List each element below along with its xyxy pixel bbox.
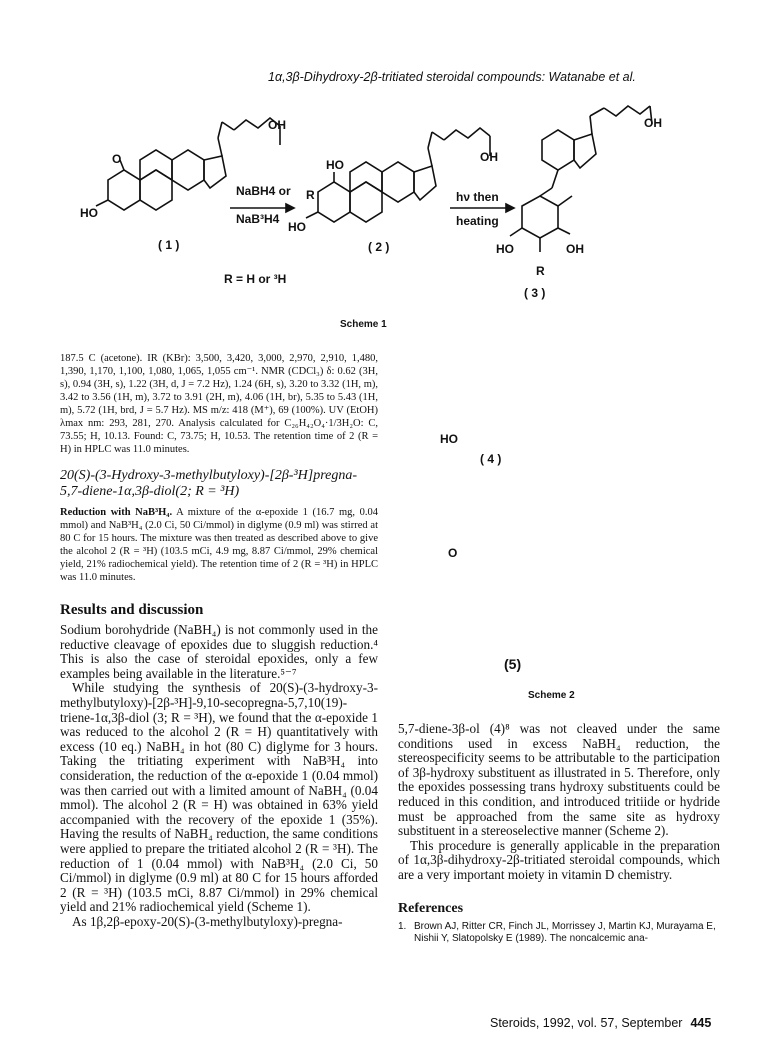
reduction-body: A mixture of the α-epoxide 1 (16.7 mg, 0.04 mmol) and NaB³H₄ (2.0 Ci, 50 Ci/mmol) in diglyme (0.9 ml) was stirred at 80 C for 15 hours. The mixture was then treated as described above to give the alcohol 2 (R = ³H) (103.5 mCi, 4.9 mg, 8.87 Ci/mmol, 29% chemical yield, 21% radiochemical yield). The retention time of 2 (R = ³H) in HPLC was 11.0 minutes. <box>60 507 378 583</box>
reference-number: 1. <box>398 920 407 932</box>
atom-label-oh-1: OH <box>268 118 286 132</box>
journal-citation: Steroids, 1992, vol. 57, September <box>490 1016 683 1030</box>
compound-4-label: ( 4 ) <box>480 452 502 466</box>
references-heading: References <box>398 900 464 916</box>
page-number: 445 <box>690 1016 712 1030</box>
results-paragraph-1: Sodium borohydride (NaBH₄) is not commonly used in the reductive cleavage of epoxides due to sluggish reduction.⁴ This is also the case of steroidal epoxides, only a few examples being available in the literature.⁵⁻⁷ <box>60 622 378 681</box>
atom-label-oh-3a: OH <box>644 116 662 130</box>
reagent-2-top: hν then <box>456 190 499 204</box>
results-paragraph-2: While studying the synthesis of 20(S)-(3-hydroxy-3-methylbutyloxy)-[2β-³H]-9,10-secopregna-5,7,10(19)-triene-1α,3β-diol (3; R = ³H), we found that the α-epoxide 1 was reduced to the alcohol 2 (R = H) quantitatively with excess (10 eq.) NaBH₄ in hot (80 C) diglyme for 3 hours. Taking the tritiating experiment with NaB³H₄ into consideration, the reduction of the α-epoxide 1 (0.04 mmol) was then carried out with a limited amount of NaBH₄ (0.04 mmol). The alcohol 2 (R = H) was obtained in 63% yield accompanied with the recovery of the epoxide 1 (35%). Having the results of NaBH₄ reduction, the same conditions were applied to prepare the tritiated alcohol 2 (R = ³H). The reduction of 1 (0.04 mmol) with NaB³H₄ (2.0 Ci, 50 Ci/mmol) in diglyme (0.9 ml) at 80 C for 15 hours afforded 2 (R = ³H) (103.5 mCi, 8.87 Ci/mmol) in 29% chemical yield and 21% radiochemical yield (Scheme 1). <box>60 680 378 915</box>
running-header: 1α,3β-Dihydroxy-2β-tritiated steroidal compounds: Watanabe et al. <box>268 70 636 84</box>
left-column <box>60 352 378 929</box>
reference-text: Brown AJ, Ritter CR, Finch JL, Morrissey J, Martin KJ, Murayama E, Nishii Y, Slatopolsky E (1989). The noncalcemic ana- <box>414 920 716 944</box>
atom-label-r-3: R <box>536 264 545 278</box>
results-heading: Results and discussion <box>60 602 204 618</box>
atom-label-oh-3b: OH <box>566 242 584 256</box>
atom-label-o-5: O <box>448 546 458 560</box>
atom-label-ho-4: HO <box>440 432 458 446</box>
results-paragraph-3: As 1β,2β-epoxy-20(S)-(3-methylbutyloxy)-pregna- <box>72 913 343 929</box>
atom-label-ho-2a: HO <box>326 158 344 172</box>
reagent-1-top: NaBH4 or <box>236 184 291 198</box>
discussion-paragraph-1: 5,7-diene-3β-ol (4)⁸ was not cleaved under the same conditions used in excess NaBH₄ reduction, the stereospecificity seems to be attributable to the participation of 3β-hydroxy substituent as illustrated in 5. Therefore, only the epoxides possessing trans hydroxy substituents could be reduced in this condition, and introduced tritiide or hydride must be approached from the same site as hydroxy substituent in a stereoselective manner (Scheme 2). <box>398 721 720 839</box>
compound-1-label: ( 1 ) <box>158 238 180 252</box>
atom-label-ho-2b: HO <box>288 220 306 234</box>
reduction-paragraph <box>60 506 378 584</box>
compound-2-label: ( 2 ) <box>368 240 390 254</box>
atom-label-o-1: O <box>112 152 122 166</box>
atom-label-ho-3: HO <box>496 242 514 256</box>
scheme-1-caption: Scheme 1 <box>340 319 387 330</box>
compound-3-structure <box>510 106 652 252</box>
right-column <box>398 722 720 945</box>
characterization-data: 187.5 C (acetone). IR (KBr): 3,500, 3,420, 3,000, 2,970, 2,910, 1,480, 1,390, 1,170, 1,100, 1,080, 1,065, 1,055 cm⁻¹. NMR (CDCl₃) δ: 0.62 (3H, s), 0.94 (3H, s), 1.22 (3H, d, J = 7.2 Hz), 1.24 (6H, s), 3.20 to 3.32 (1H, m), 3.42 to 3.56 (1H, m), 3.72 to 3.91 (2H, m), 4.06 (1H, br), 5.35 to 5.43 (1H, m), 5.72 (1H, brd, J = 5.7 Hz). MS m/z: 418 (M⁺), 69 (100%). UV (EtOH) λmax nm: 293, 281, 270. Analysis calculated for C₂₆H₄₂O₄·1/3H₂O: C, 73.55; H, 10.13. Found: C, 73.75; H, 10.53. The retention time of 2 (R = H) in HPLC was 11.0 minutes. <box>60 353 378 455</box>
compound-3-label: ( 3 ) <box>524 286 546 300</box>
r-definition: R = H or ³H <box>224 272 287 286</box>
atom-label-ho-1: HO <box>80 206 98 220</box>
reagent-1-bottom: NaB³H4 <box>236 212 280 226</box>
discussion-paragraph-2: This procedure is generally applicable in the preparation of 1α,3β-dihydroxy-2β-tritiated steroidal compounds, which are a very important moiety in vitamin D chemistry. <box>398 837 720 882</box>
atom-label-r-2: R <box>306 188 315 202</box>
subsection-title: 20(S)-(3-Hydroxy-3-methylbutyloxy)-[2β-³H]pregna-5,7-diene-1α,3β-diol(2; R = ³H) <box>60 468 358 499</box>
compound-5-label: (5) <box>504 656 522 672</box>
atom-label-oh-2: OH <box>480 150 498 164</box>
scheme-1-figure <box>0 0 768 340</box>
reduction-lead: Reduction with NaB³H₄. <box>60 507 173 518</box>
reagent-2-bottom: heating <box>456 214 499 228</box>
reference-item <box>398 921 720 945</box>
scheme-2-caption: Scheme 2 <box>528 690 575 701</box>
page-footer <box>490 1016 711 1030</box>
